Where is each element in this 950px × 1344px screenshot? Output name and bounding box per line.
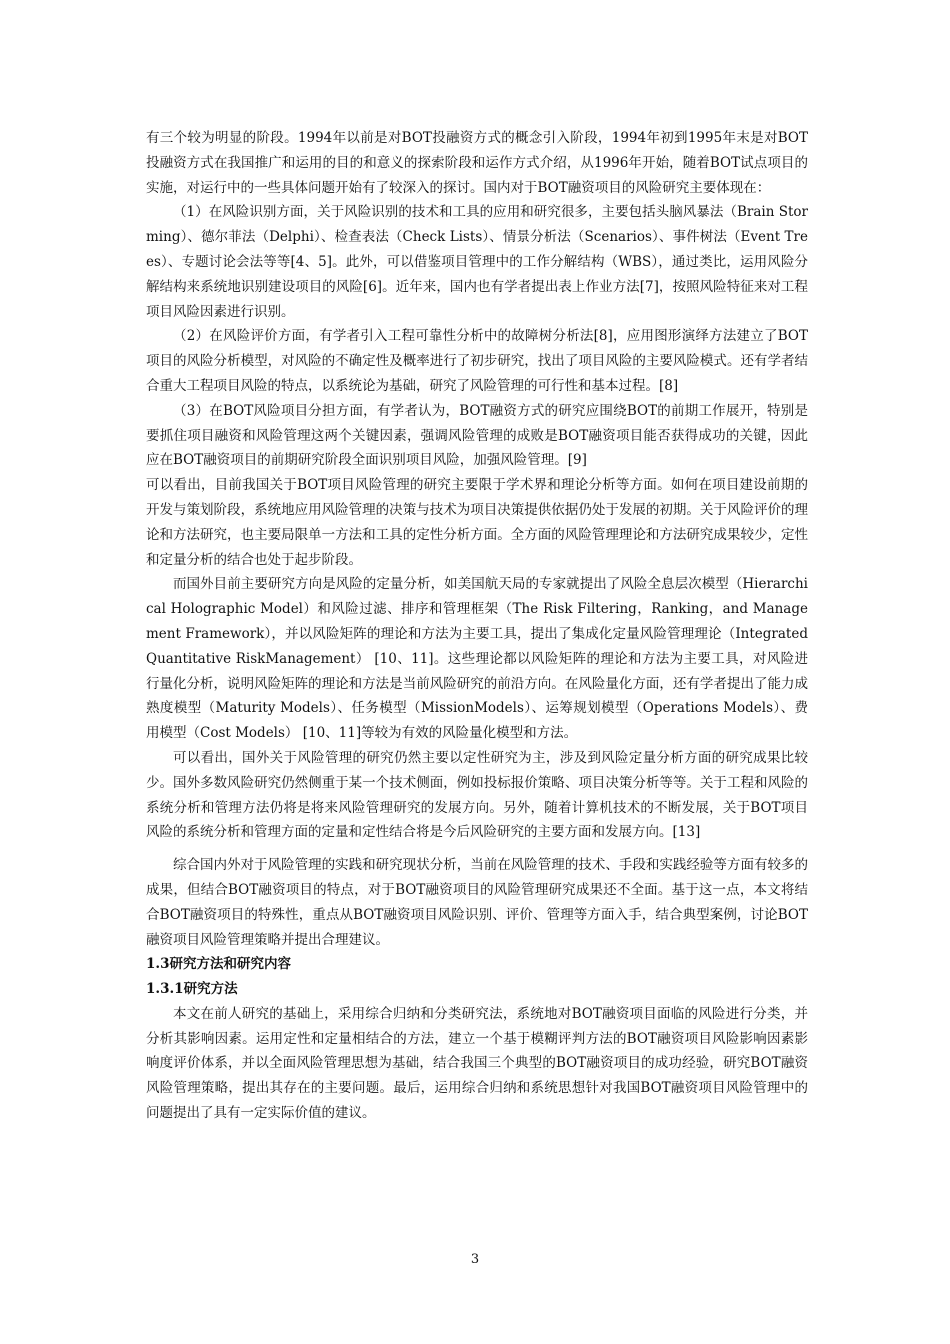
paragraph-domestic-summary: 可以看出，目前我国关于BOT项目风险管理的研究主要限于学术界和理论分析等方面。如何在项目建设前期的开发与策划阶段，系统地应用风险管理的决策与技术为项目决策提供依据仍处于发展的初期。关于风险评价的理论和方法研究，也主要局限单一方法和工具的定性分析方面。全方面的风险管理理论和方法研究成果较少，定性和定量分析的结合也处于起步阶段。 bbox=[146, 477, 808, 568]
document-page bbox=[146, 126, 808, 1126]
section-heading: 1.3研究方法和研究内容 bbox=[146, 956, 291, 973]
paragraph-risk-evaluation: （2）在风险评价方面，有学者引入工程可靠性分析中的故障树分析法[8]，应用图形演绎方法建立了BOT项目的风险分析模型，对风险的不确定性及概率进行了初步研究，找出了项目风险的主要风险模式。还有学者结合重大工程项目风险的特点，以系统论为基础，研究了风险管理的可行性和基本过程。[8] bbox=[146, 328, 808, 394]
page-number: 3 bbox=[470, 1252, 480, 1267]
paragraph-risk-identification: （1）在风险识别方面，关于风险识别的技术和工具的应用和研究很多，主要包括头脑风暴法（Brain Storming）、德尔菲法（Delphi）、检查表法（Check Lists）、情景分析法（Scenarios）、事件树法（Event Trees）、专题讨论会法等等[4、5]。此外，可以借鉴项目管理中的工作分解结构（WBS），通过类比，运用风险分解结构来系统地识别建设项目的风险[6]。近年来，国内也有学者提出表上作业方法[7]，按照风险特征来对工程项目风险因素进行识别。 bbox=[146, 204, 808, 320]
paragraph-foreign-research: 而国外目前主要研究方向是风险的定量分析，如美国航天局的专家就提出了风险全息层次模型（Hierarchical Holographic Model）和风险过滤、排序和管理框架（The Risk Filtering，Ranking，and Management Framework），并以风险矩阵的理论和方法为主要工具，提出了集成化定量风险管理理论（Integrated Quantitative RiskManagement） [10、11]。这些理论都以风险矩阵的理论和方法为主要工具，对风险进行量化分析，说明风险矩阵的理论和方法是当前风险研究的前沿方向。在风险量化方面，还有学者提出了能力成熟度模型（Maturity Models）、任务模型（MissionModels）、运筹规划模型（Operations Models）、费用模型（Cost Models） [10、11]等较为有效的风险量化模型和方法。 bbox=[146, 576, 808, 742]
subsection-heading: 1.3.1研究方法 bbox=[146, 981, 238, 998]
paragraph-overall-summary: 综合国内外对于风险管理的实践和研究现状分析，当前在风险管理的技术、手段和实践经验等方面有较多的成果，但结合BOT融资项目的特点，对于BOT融资项目的风险管理研究成果还不全面。基于这一点，本文将结合BOT融资项目的特殊性，重点从BOT融资项目风险识别、评价、管理等方面入手，结合典型案例，讨论BOT融资项目风险管理策略并提出合理建议。 bbox=[146, 857, 808, 948]
paragraph-research-method: 本文在前人研究的基础上，采用综合归纳和分类研究法，系统地对BOT融资项目面临的风险进行分类，并分析其影响因素。运用定性和定量相结合的方法，建立一个基于模糊评判方法的BOT融资项目风险影响因素影响度评价体系，并以全面风险管理思想为基础，结合我国三个典型的BOT融资项目的成功经验，研究BOT融资风险管理策略，提出其存在的主要问题。最后，运用综合归纳和系统思想针对我国BOT融资项目风险管理中的问题提出了具有一定实际价值的建议。 bbox=[146, 1005, 808, 1122]
paragraph-intro: 有三个较为明显的阶段。1994年以前是对BOT投融资方式的概念引入阶段，1994年初到1995年末是对BOT投融资方式在我国推广和运用的目的和意义的探索阶段和运作方式介绍，从1996年开始，随着BOT试点项目的实施，对运行中的一些具体问题开始有了较深入的探讨。国内对于BOT融资项目的风险研究主要体现在： bbox=[146, 130, 808, 196]
paragraph-risk-sharing: （3）在BOT风险项目分担方面，有学者认为，BOT融资方式的研究应围绕BOT的前期工作展开，特别是要抓住项目融资和风险管理这两个关键因素，强调风险管理的成败是BOT融资项目能否获得成功的关键，因此应在BOT融资项目的前期研究阶段全面识别项目风险，加强风险管理。[9] bbox=[146, 402, 808, 469]
paragraph-foreign-summary: 可以看出，国外关于风险管理的研究仍然主要以定性研究为主，涉及到风险定量分析方面的研究成果比较少。国外多数风险研究仍然侧重于某一个技术侧面，例如投标报价策略、项目决策分析等等。关于工程和风险的系统分析和管理方法仍将是将来风险管理研究的发展方向。另外，随着计算机技术的不断发展，关于BOT项目风险的系统分析和管理方面的定量和定性结合将是今后风险研究的主要方面和发展方向。[13] bbox=[146, 749, 808, 841]
